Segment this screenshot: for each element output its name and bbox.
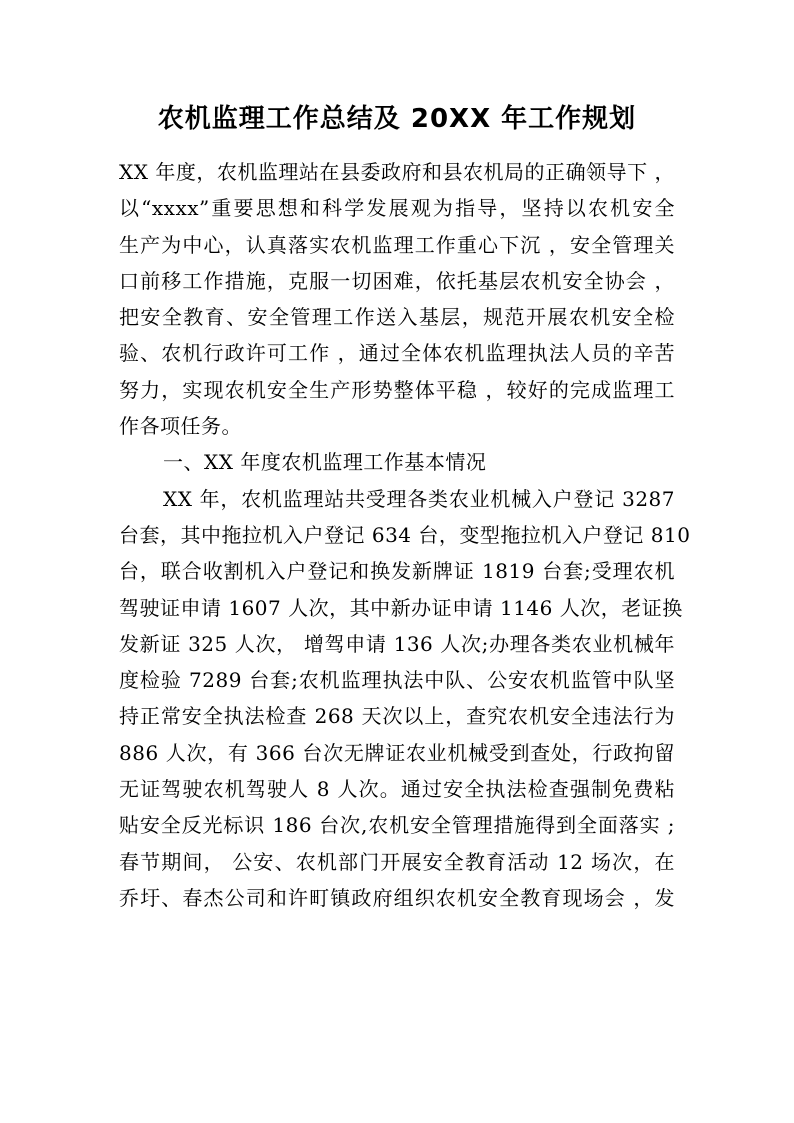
paragraph-line: 口前移工作措施，克服一切困难，依托基层农机安全协会 ， bbox=[119, 268, 675, 293]
document-body bbox=[119, 154, 691, 916]
paragraph-line: 生产为中心，认真落实农机监理工作重心下沉 ，安全管理关 bbox=[119, 232, 675, 257]
paragraph-line: 度检验 7289 台套;农机监理执法中队、公安农机监管中队坚 bbox=[119, 668, 675, 693]
paragraph-line: 作各项任务。 bbox=[119, 414, 242, 439]
paragraph-line: 发新证 325 人次， 增驾申请 136 人次;办理各类农业机械年 bbox=[119, 631, 675, 656]
paragraph-line: XX 年度，农机监理站在县委政府和县农机局的正确领导下 ， bbox=[119, 160, 675, 184]
paragraph-line: 验、农机行政许可工作 ，通过全体农机监理执法人员的辛苦 bbox=[119, 341, 675, 366]
paragraph-line: 886 人次，有 366 台次无牌证农业机械受到查处，行政拘留 bbox=[119, 740, 675, 765]
section-heading: 一、XX 年度农机监理工作基本情况 bbox=[163, 450, 487, 475]
paragraph-line: 台，联合收割机入户登记和换发新牌证 1819 台套;受理农机 bbox=[119, 559, 675, 584]
paragraph-line: 把安全教育、安全管理工作送入基层，规范开展农机安全检 bbox=[119, 305, 675, 330]
paragraph-line: 无证驾驶农机驾驶人 8 人次。通过安全执法检查强制免费粘 bbox=[119, 777, 675, 802]
document-title: 农机监理工作总结及 20XX 年工作规划 bbox=[157, 104, 637, 134]
paragraph-line: XX 年，农机监理站共受理各类农业机械入户登记 3287 bbox=[163, 486, 675, 511]
paragraph-line: 努力，实现农机安全生产形势整体平稳 ，较好的完成监理工 bbox=[119, 377, 675, 402]
paragraph-line: 乔圩、春杰公司和许町镇政府组织农机安全教育现场会 ，发 bbox=[119, 885, 675, 910]
paragraph-line: 持正常安全执法检查 268 天次以上，查究农机安全违法行为 bbox=[119, 704, 675, 729]
paragraph-basic-situation bbox=[119, 481, 691, 917]
paragraph-intro bbox=[119, 154, 675, 444]
paragraph-line: 贴安全反光标识 186 台次,农机安全管理措施得到全面落实 ; bbox=[119, 813, 675, 838]
paragraph-line: 台套，其中拖拉机入户登记 634 台，变型拖拉机入户登记 810 bbox=[119, 522, 691, 547]
paragraph-line: 驾驶证申请 1607 人次，其中新办证申请 1146 人次，老证换 bbox=[119, 595, 683, 620]
paragraph-line: 以“xxxx”重要思想和科学发展观为指导，坚持以农机安全 bbox=[119, 196, 675, 221]
paragraph-line: 春节期间， 公安、农机部门开展安全教育活动 12 场次，在 bbox=[119, 849, 675, 874]
